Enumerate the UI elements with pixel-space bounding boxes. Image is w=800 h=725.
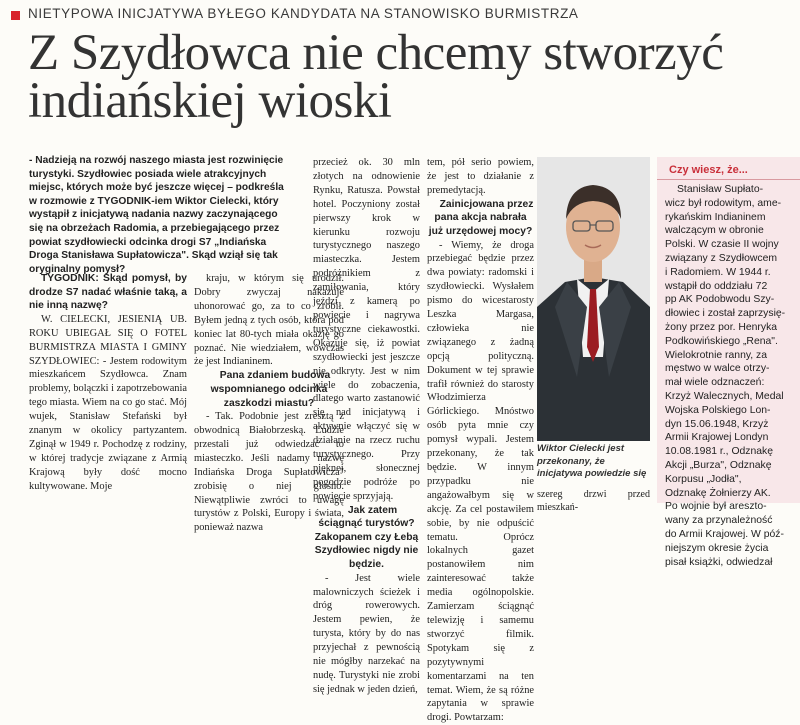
headline-line-1: Z Szydłowca nie chcemy stworzyć xyxy=(28,29,798,77)
sidebar-line: związany z Szydłowcem xyxy=(665,252,795,266)
lead-line: turystyki. Szydłowiec posiada wiele atrakcyjnych xyxy=(29,168,359,182)
sidebar-line: Akcji „Burza", Odznakę xyxy=(665,459,795,473)
sidebar-line: Po wojnie był areszto- xyxy=(665,500,795,514)
lead-line: powiat szydłowiecki odcinka drogi S7 „Indiańska xyxy=(29,236,359,250)
sidebar-line: Podkowińskiego „Rena". xyxy=(665,335,795,349)
sidebar-line: Wielokrotnie ranny, za xyxy=(665,349,795,363)
sidebar-line: męstwo w walce otrzy- xyxy=(665,362,795,376)
caption-continuation: szereg drzwi przed mieszkań- xyxy=(537,488,650,514)
article-column-3-text xyxy=(313,156,420,697)
sidebar-line: Korpusu „Jodła", xyxy=(665,473,795,487)
answer-paragraph: przecież ok. 30 mln złotych na odnowienie Rynku, Ratusza. Powstał hotel. Poczyniony został pierwszy krok w kierunku rozwoju turystycznego naszego miasteczka. Jestem podróżnikiem z zamiłowania, który jeździ z kamerą po powiecie i nagrywa turystyczne ciekawostki. Okazuje się, iż powiat szydłowiecki jest jeszcze nie odkryty. Jest w nim wiele do zobaczenia, dlatego warto zastanowić się nad inicjatywą i aktywnie włączyć się w działanie na rzecz ruchu turystycznego. Przy pięknej, słonecznej pogodzie podróże po powiecie sprzyjają. xyxy=(313,156,420,504)
sidebar-line: Stanisław Supłato- xyxy=(665,183,795,197)
sidebar-line: pp AK Podobwodu Szy- xyxy=(665,293,795,307)
sidebar-line: i Radomiem. W 1944 r. xyxy=(665,266,795,280)
article-column-1 xyxy=(29,272,187,494)
lead-line: miejsc, których może być jeszcze więcej – podkreśla xyxy=(29,181,359,195)
sidebar-line: wstąpił do oddziału 72 xyxy=(665,280,795,294)
kicker-square xyxy=(11,11,20,20)
sidebar-line: wany za przynależność xyxy=(665,514,795,528)
question: TYGODNIK: Skąd pomysł, by drodze S7 nadać właśnie taką, a nie inną nazwę? xyxy=(29,272,187,313)
sidebar-line: wicz był rodowitym, ame- xyxy=(665,197,795,211)
sidebar-line: Krzyż Walecznych, Medal xyxy=(665,390,795,404)
sidebar-title: Czy wiesz, że... xyxy=(669,164,748,176)
article-column-4 xyxy=(427,156,534,725)
sidebar-line: 10.08.1981 r., Odznakę xyxy=(665,445,795,459)
sidebar-line: Armii Krajowej Londyn xyxy=(665,431,795,445)
lead-line: w rozmowie z TYGODNIK-iem Wiktor Cielecki, który xyxy=(29,195,359,209)
answer-paragraph: tem, pół serio powiem, że jest to działanie z premedytacją. xyxy=(427,156,534,198)
lead-line: oryginalny pomysł? xyxy=(29,263,359,277)
lead-line: się na obrzeżach Radomia, a przebiegającego przez xyxy=(29,222,359,236)
sidebar-text xyxy=(665,183,795,569)
answer-paragraph: W. CIELECKI, JESIENIĄ UB. ROKU UBIEGAŁ SIĘ O FOTEL BURMISTRZA MIASTA I GMINY SZYDŁOWIEC: - Jestem rodowitym mieszkańcem Szydłowca. Znam problemy, bolączki i zapotrzebowania tego miasta. Wiem na co go stać. Mój wujek, Stanisław Stefański był znanym w okolicy partyzantem. Zginął w 1949 r. Pochodzę z rodziny, w której tradycje związane z Armią Krajową były dość mocno kultywowane. Moje xyxy=(29,313,187,494)
answer-paragraph: - Wiemy, że droga przebiegać będzie przez dwa powiaty: radomski i szydłowiecki. Wysłałem pismo do wicestarosty Leszka Margasa, człowieka nie związanego z żadną opcją polityczną. Dokument w tej sprawie trafił również do starosty Włodzimierza Górlickiego. Mnóstwo osób pyta mnie czy pomysł wypali. Jestem przekonany, że tak będzie. W innym przypadku nie angażowałbym się w akcję. Za cel postawiłem sobie, by nie odpuścić tematu. Oprócz lokalnych gazet postanowiłem nim zainteresować także media ogólnopolskie. Zamierzam ściągnąć telewizję i samemu stworzyć filmik. Spotykam się z pozytywnymi komentarzami na ten temat. Wiem, że są różne zapytania w sprawie drogi. Powtarzam: xyxy=(427,239,534,725)
portrait-illustration xyxy=(537,157,650,441)
sidebar-divider xyxy=(657,179,800,180)
sidebar-line: pisał książki, odwiedzał xyxy=(665,556,795,570)
question: Zainicjowana przez pana akcja nabrała już urzędowej mocy? xyxy=(427,198,534,239)
answer-paragraph: kraju, w którym się urodził. Dobry zwyczaj nakazuje uhonorować go, za to co zrobił. Byłem jedną z tych osób, która pod koniec lat 80-tych miała okazję go poznać. Nie wiedziałem, wówczas że jest Indianinem. xyxy=(194,272,344,369)
lead-line: Droga Stanisława Supłatowicza". Skąd wziął się tak xyxy=(29,249,359,263)
sidebar-line: dyn 15.06.1948, Krzyż xyxy=(665,418,795,432)
lead-line: - Nadzieją na rozwój naszego miasta jest rozwinięcie xyxy=(29,154,359,168)
sidebar-line: dłowiec i został zaprzysię- xyxy=(665,307,795,321)
headline xyxy=(28,29,798,125)
sidebar-line: Wojska Polskiego Lon- xyxy=(665,404,795,418)
sidebar-line: niejszym okresie życia xyxy=(665,542,795,556)
sidebar-line: żony przez por. Henryka xyxy=(665,321,795,335)
sidebar-line: Odznakę Żołnierzy AK. xyxy=(665,487,795,501)
question: Pana zdaniem budowa wspomnianego odcinka zaszkodzi miastu? xyxy=(194,369,344,410)
sidebar-line: do Armii Krajowej. W póź- xyxy=(665,528,795,542)
question: Jak zatem ściągnąć turystów? Zakopanem czy Łebą Szydłowiec nigdy nie będzie. xyxy=(313,504,420,572)
lead-line: wystąpił z inicjatywą nadania nazwy zaczynającego xyxy=(29,208,359,222)
sidebar-line: Polski. W czasie II wojny xyxy=(665,238,795,252)
answer-paragraph: - Jest wiele malowniczych ścieżek i dróg rowerowych. Jestem pewien, że turysta, który by do nas przyjechał z pewnością nie mógłby narzekać na nudę. Turystyki nie zrobi się jednak w jeden dzień, xyxy=(313,572,420,697)
kicker: NIETYPOWA INICJATYWA BYŁEGO KANDYDATA NA STANOWISKO BURMISTRZA xyxy=(28,6,728,21)
lead-paragraph xyxy=(29,154,359,276)
portrait-photo xyxy=(537,157,650,441)
headline-line-2: indiańskiej wioski xyxy=(28,77,798,125)
sidebar-line: walczącym w obronie xyxy=(665,224,795,238)
sidebar-line: mał wiele odznaczeń: xyxy=(665,376,795,390)
photo-caption: Wiktor Cielecki jest przekonany, że inicjatywa powiedzie się xyxy=(537,443,650,481)
answer-paragraph: - Tak. Podobnie jest zresztą z obwodnicą Białobrzeską. Ludzie przestali już odwiedzać to miasteczko. Jeśli nadamy nazwę Indiańska Droga Supłatowicza" zrobisię o niej głośno. Niewątpliwie zwróci to uwagę turystów z Polski, Europy i świata, ponieważ nazwa xyxy=(194,410,344,535)
sidebar-line: rykańskim Indianinem xyxy=(665,211,795,225)
